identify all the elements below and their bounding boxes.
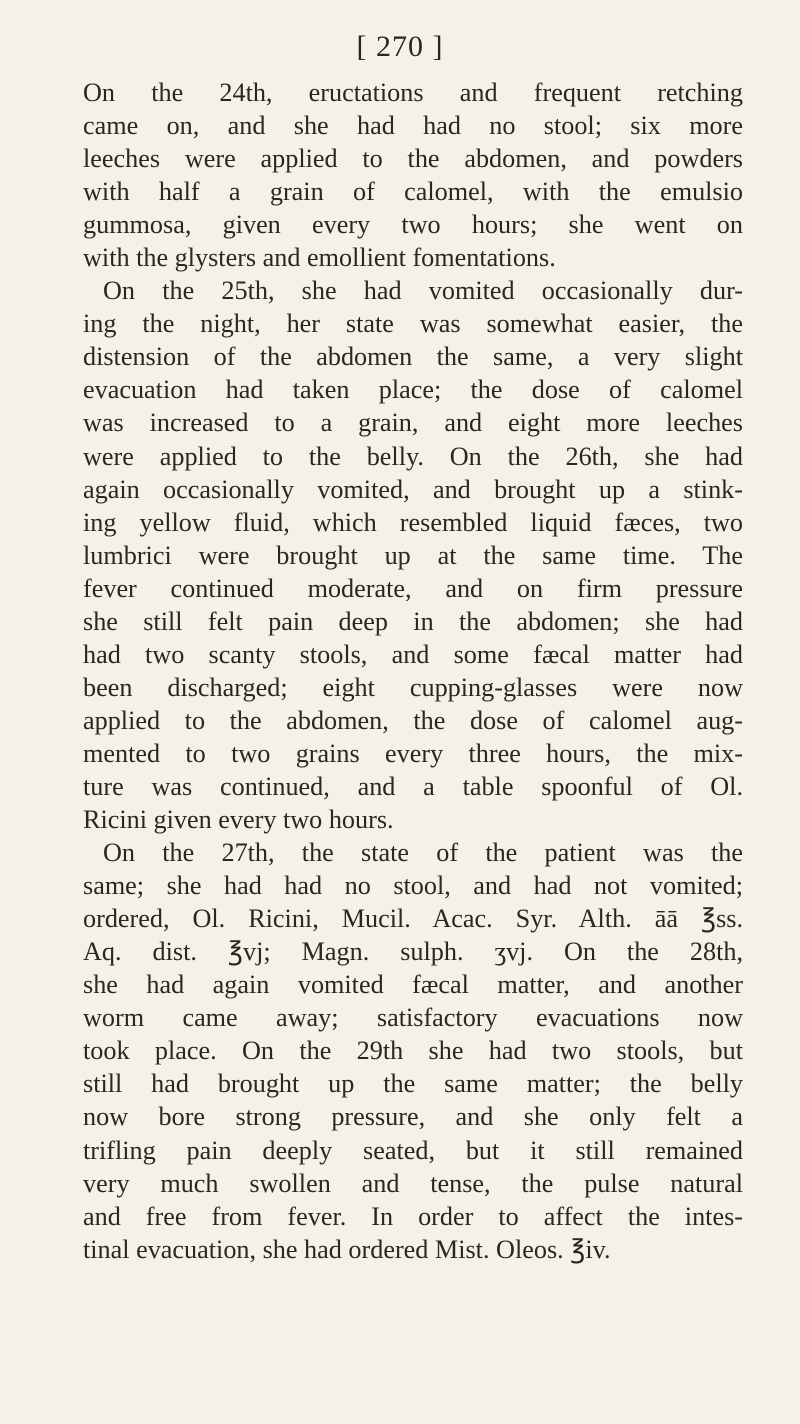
text-line: ing the night, her state was somewhat easier, the xyxy=(83,309,743,339)
text-line: she had again vomited fæcal matter, and another xyxy=(83,970,743,1000)
text-line: been discharged; eight cupping-glasses were now xyxy=(83,672,743,702)
text-line: very much swollen and tense, the pulse natural xyxy=(83,1168,743,1198)
text-line: On the 24th, eructations and frequent retching xyxy=(83,78,743,107)
text-line: was increased to a grain, and eight more leeches xyxy=(83,408,743,438)
text-line: ordered, Ol. Ricini, Mucil. Acac. Syr. Alth. āā ℥ss. xyxy=(83,904,743,934)
text-line: mented to two grains every three hours, the mix- xyxy=(83,738,743,768)
text-line: with the glysters and emollient fomentations. xyxy=(83,243,556,273)
text-line: gummosa, given every two hours; she went on xyxy=(83,210,743,240)
text-line: and free from fever. In order to affect the intes- xyxy=(83,1201,743,1231)
text-line: tinal evacuation, she had ordered Mist. Oleos. ℥iv. xyxy=(83,1234,611,1264)
text-line: again occasionally vomited, and brought up a stink- xyxy=(83,474,743,504)
page-number: [ 270 ] xyxy=(356,30,444,63)
text-line: evacuation had taken place; the dose of calomel xyxy=(83,375,743,405)
text-line: with half a grain of calomel, with the emulsio xyxy=(83,177,743,207)
text-line: same; she had had no stool, and had not vomited; xyxy=(83,871,743,901)
text-line: distension of the abdomen the same, a very slight xyxy=(83,342,743,372)
text-line: still had brought up the same matter; the belly xyxy=(83,1069,743,1099)
text-line: ing yellow fluid, which resembled liquid fæces, two xyxy=(83,507,743,537)
text-line: fever continued moderate, and on firm pressure xyxy=(83,573,743,603)
text-line: lumbrici were brought up at the same time. The xyxy=(83,540,743,570)
text-line: applied to the abdomen, the dose of calomel aug- xyxy=(83,705,743,735)
text-line: ture was continued, and a table spoonful of Ol. xyxy=(83,771,743,801)
body-text xyxy=(83,76,743,1266)
text-line: Aq. dist. ℥vj; Magn. sulph. ʒvj. On the 28th, xyxy=(83,937,743,967)
text-line: took place. On the 29th she had two stools, but xyxy=(83,1036,743,1066)
text-line: had two scanty stools, and some fæcal matter had xyxy=(83,639,743,669)
text-line: leeches were applied to the abdomen, and powders xyxy=(83,144,743,174)
text-line: trifling pain deeply seated, but it still remained xyxy=(83,1135,743,1165)
text-line: worm came away; satisfactory evacuations now xyxy=(83,1003,743,1033)
text-line: On the 25th, she had vomited occasionally dur- xyxy=(103,276,743,306)
text-line: came on, and she had had no stool; six more xyxy=(83,111,743,141)
text-line: she still felt pain deep in the abdomen; she had xyxy=(83,606,743,636)
text-line: now bore strong pressure, and she only felt a xyxy=(83,1102,743,1132)
text-line: On the 27th, the state of the patient was the xyxy=(103,838,743,868)
text-line: were applied to the belly. On the 26th, she had xyxy=(83,441,743,471)
text-line: Ricini given every two hours. xyxy=(83,805,394,835)
